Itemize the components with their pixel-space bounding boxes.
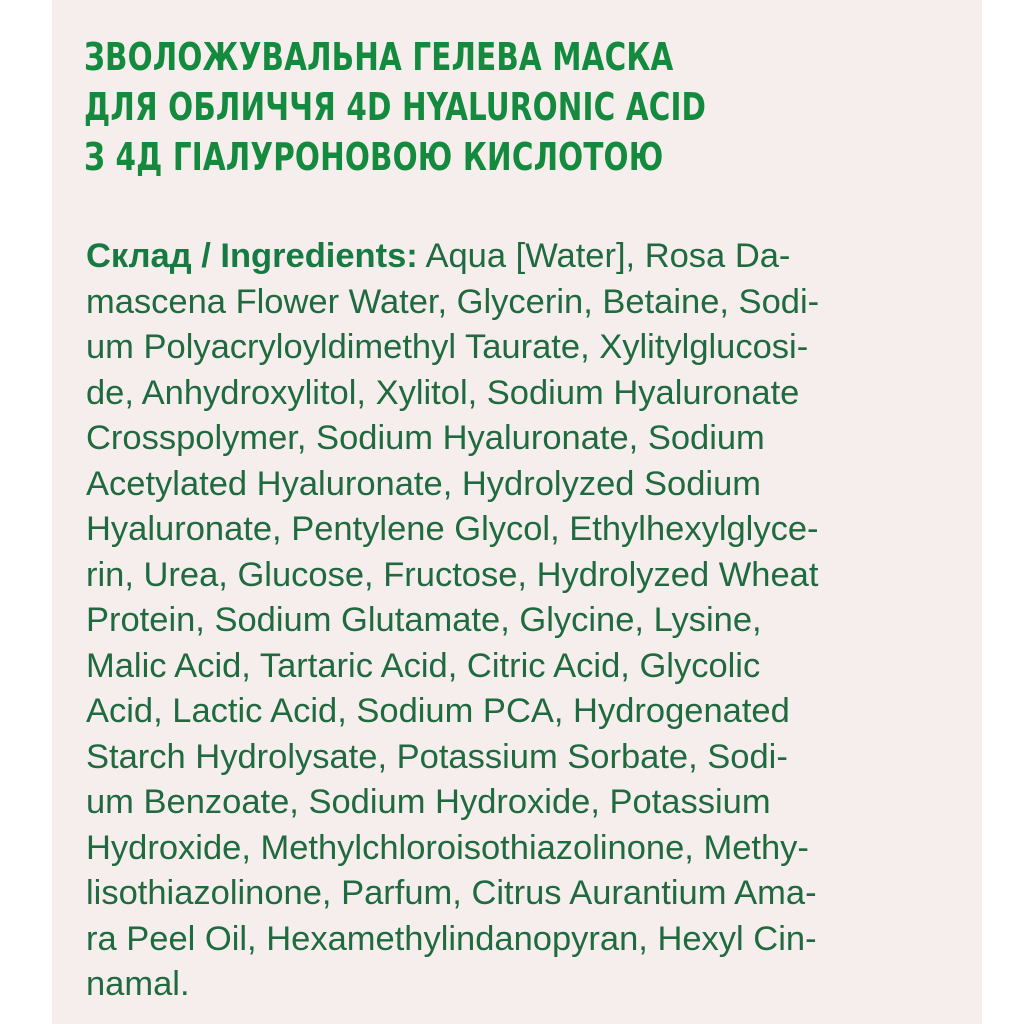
ingredients-line-14: Hydroxide, Methylchloroisothiazolinone, Methy- [86, 828, 809, 867]
left-edge [0, 0, 52, 1024]
ingredients-text-1: Aqua [Water], Rosa Da- [417, 237, 791, 275]
ingredients-line-16: ra Peel Oil, Hexamethylindanopyran, Hexyl Cin- [86, 919, 817, 958]
ingredients-line-11: Acid, Lactic Acid, Sodium PCA, Hydrogenated [86, 692, 790, 730]
ingredients-line-7: Hyaluronate, Pentylene Glycol, Ethylhexylglyce- [86, 510, 819, 548]
ingredients-line-3: um Polyacryloyldimethyl Taurate, Xylitylglucosi- [86, 328, 809, 366]
ingredients-line-8: rin, Urea, Glucose, Fructose, Hydrolyzed Wheat [86, 555, 819, 594]
title-line-1: ЗВОЛОЖУВАЛЬНА ГЕЛЕВА МАСКА [84, 35, 674, 79]
ingredients-line-13: um Benzoate, Sodium Hydroxide, Potassium [86, 783, 771, 821]
right-edge [982, 0, 1024, 1024]
title-line-3: З 4Д ГІАЛУРОНОВОЮ КИСЛОТОЮ [84, 135, 664, 179]
ingredients-line-6: Acetylated Hyaluronate, Hydrolyzed Sodium [86, 464, 762, 503]
ingredients-block [86, 234, 956, 1008]
title-line-2: ДЛЯ ОБЛИЧЧЯ 4D HYALURONIC ACID [84, 85, 707, 129]
ingredients-line-12: Starch Hydrolysate, Potassium Sorbate, Sodi- [86, 737, 788, 776]
ingredients-line-9: Protein, Sodium Glutamate, Glycine, Lysine, [86, 601, 762, 639]
ingredients-line-1 [86, 234, 956, 280]
ingredients-line-2: mascena Flower Water, Glycerin, Betaine, Sodi- [86, 282, 820, 321]
ingredients-line-10: Malic Acid, Tartaric Acid, Citric Acid, Glycolic [86, 646, 761, 685]
ingredients-line-15: lisothiazolinone, Parfum, Citrus Aurantium Ama- [86, 874, 817, 912]
ingredients-line-5: Crosspolymer, Sodium Hyaluronate, Sodium [86, 419, 765, 457]
product-title [84, 32, 964, 182]
ingredients-label: Склад / Ingredients: [86, 237, 418, 275]
ingredients-line-4: de, Anhydroxylitol, Xylitol, Sodium Hyaluronate [86, 373, 800, 412]
ingredients-line-17: namal. [86, 965, 190, 1003]
